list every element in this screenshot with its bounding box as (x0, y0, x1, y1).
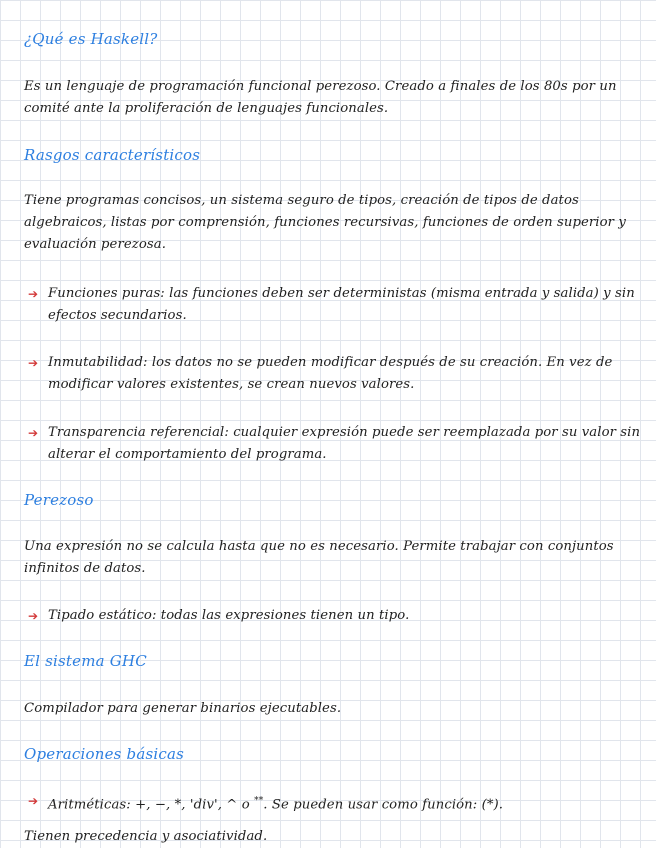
bullet-text-tail: . Se pueden usar como función: (*). (263, 797, 504, 813)
bullet-text: Tipado estático: todas las expresiones tienen un tipo. (48, 608, 410, 623)
paragraph-definition: Es un lenguaje de programación funcional perezoso. Creado a finales de los 80s por un comité ante la proliferación de lenguajes funcionales. (24, 79, 617, 116)
paragraph-precedencia: Tienen precedencia y asociatividad. (24, 829, 268, 844)
bullet-inmutabilidad (28, 352, 656, 396)
arrow-icon: ➔ (28, 426, 39, 440)
heading-perezoso: Perezoso (24, 491, 94, 509)
heading-sistema-ghc: El sistema GHC (24, 652, 147, 670)
bullet-aritmeticas (28, 790, 656, 816)
bullet-text: Aritméticas: +, −, *, 'div', ^ o (48, 797, 255, 813)
arrow-icon: ➔ (28, 356, 39, 370)
paragraph-rasgos: Tiene programas concisos, un sistema seguro de tipos, creación de tipos de datos algebraicos, listas por comprensión, funciones recursivas, funciones de orden superior y evaluación perezosa. (24, 193, 626, 252)
paragraph-perezoso: Una expresión no se calcula hasta que no es necesario. Permite trabajar con conjuntos infinitos de datos. (24, 539, 614, 576)
arrow-icon: ➔ (28, 794, 39, 808)
bullet-funciones-puras (28, 283, 656, 327)
heading-operaciones-basicas: Operaciones básicas (24, 745, 185, 763)
paragraph-ghc: Compilador para generar binarios ejecutables. (24, 701, 342, 716)
bullet-tipado-estatico (28, 605, 656, 627)
bullet-transparencia-referencial (28, 422, 656, 466)
bullet-text: Funciones puras: las funciones deben ser deterministas (misma entrada y salida) y sin efectos secundarios. (48, 286, 635, 323)
bullet-text: Inmutabilidad: los datos no se pueden modificar después de su creación. En vez de modificar valores existentes, se crean nuevos valores. (48, 355, 613, 392)
arrow-icon: ➔ (28, 609, 39, 623)
power-operator-superscript: ** (254, 796, 264, 806)
bullet-text: Transparencia referencial: cualquier expresión puede ser reemplazada por su valor sin alterar el comportamiento del programa. (48, 425, 641, 462)
arrow-icon: ➔ (28, 287, 39, 301)
heading-rasgos-caracteristicos: Rasgos característicos (24, 146, 201, 164)
heading-que-es-haskell: ¿Qué es Haskell? (24, 30, 158, 48)
